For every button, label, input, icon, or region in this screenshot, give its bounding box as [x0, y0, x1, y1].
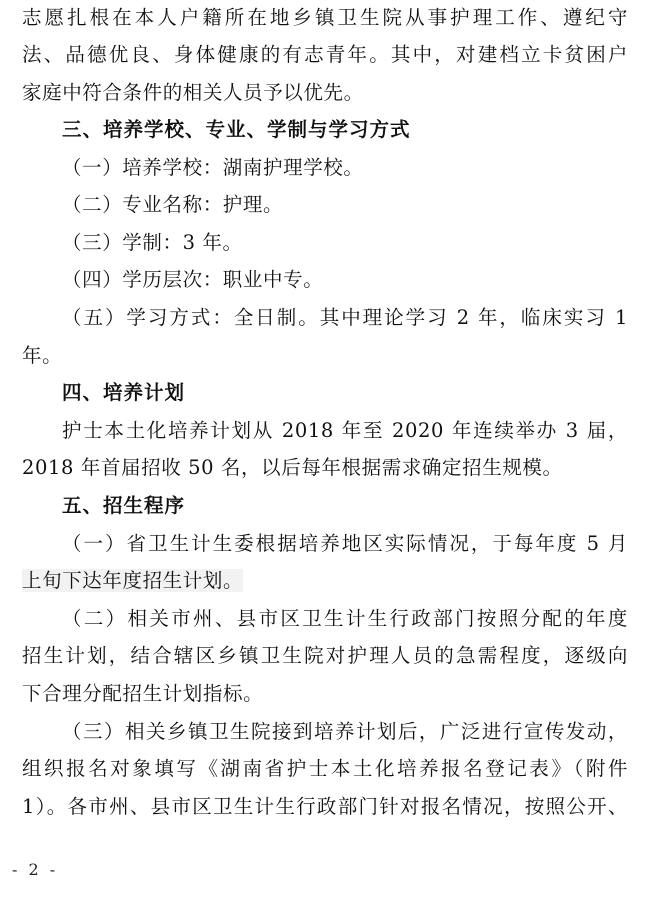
- body-line-proc2-3: 下合理分配招生计划指标。: [22, 682, 264, 705]
- body-line-level: （四）学历层次：职业中专。: [62, 268, 324, 291]
- body-line-1: 志愿扎根在本人户籍所在地乡镇卫生院从事护理工作、遵纪守: [22, 6, 628, 29]
- body-line-school: （一）培养学校：湖南护理学校。: [62, 156, 364, 179]
- body-line-proc3-3: 1）。各市州、县市区卫生计生行政部门针对报名情况，按照公开、: [22, 795, 628, 818]
- body-line-proc2-1: （二）相关市州、县市区卫生计生行政部门按照分配的年度: [62, 607, 628, 630]
- body-line-duration: （三）学制：3 年。: [62, 231, 243, 254]
- body-line-mode: （五）学习方式：全日制。其中理论学习 2 年，临床实习 1: [62, 306, 628, 329]
- section-heading-3: 三、培养学校、专业、学制与学习方式: [62, 118, 411, 141]
- body-line-proc3-2: 组织报名对象填写《湖南省护士本土化培养报名登记表》（附件: [22, 757, 628, 780]
- body-line-proc1-2: [22, 569, 628, 593]
- highlighted-text: 上旬下达年度招生计划。: [22, 569, 244, 592]
- body-line-major: （二）专业名称：护理。: [62, 193, 284, 216]
- body-line-3: 家庭中符合条件的相关人员予以优先。: [22, 81, 364, 104]
- body-line-2: 法、品德优良、身体健康的有志青年。其中，对建档立卡贫困户: [22, 43, 628, 66]
- section-heading-4: 四、培养计划: [62, 381, 186, 404]
- body-line-plan-1: 护士本土化培养计划从 2018 年至 2020 年连续举办 3 届，: [62, 419, 628, 442]
- body-line-proc1-1: （一）省卫生计生委根据培养地区实际情况，于每年度 5 月: [62, 532, 628, 555]
- body-line-proc2-2: 招生计划，结合辖区乡镇卫生院对护理人员的急需程度，逐级向: [22, 644, 628, 667]
- body-line-proc3-1: （三）相关乡镇卫生院接到培养计划后，广泛进行宣传发动，: [62, 720, 628, 743]
- page-number: - 2 -: [12, 860, 59, 879]
- section-heading-5: 五、招生程序: [62, 494, 186, 517]
- body-line-plan-2: 2018 年首届招收 50 名，以后每年根据需求确定招生规模。: [22, 456, 563, 479]
- body-line-mode-cont: 年。: [22, 344, 63, 367]
